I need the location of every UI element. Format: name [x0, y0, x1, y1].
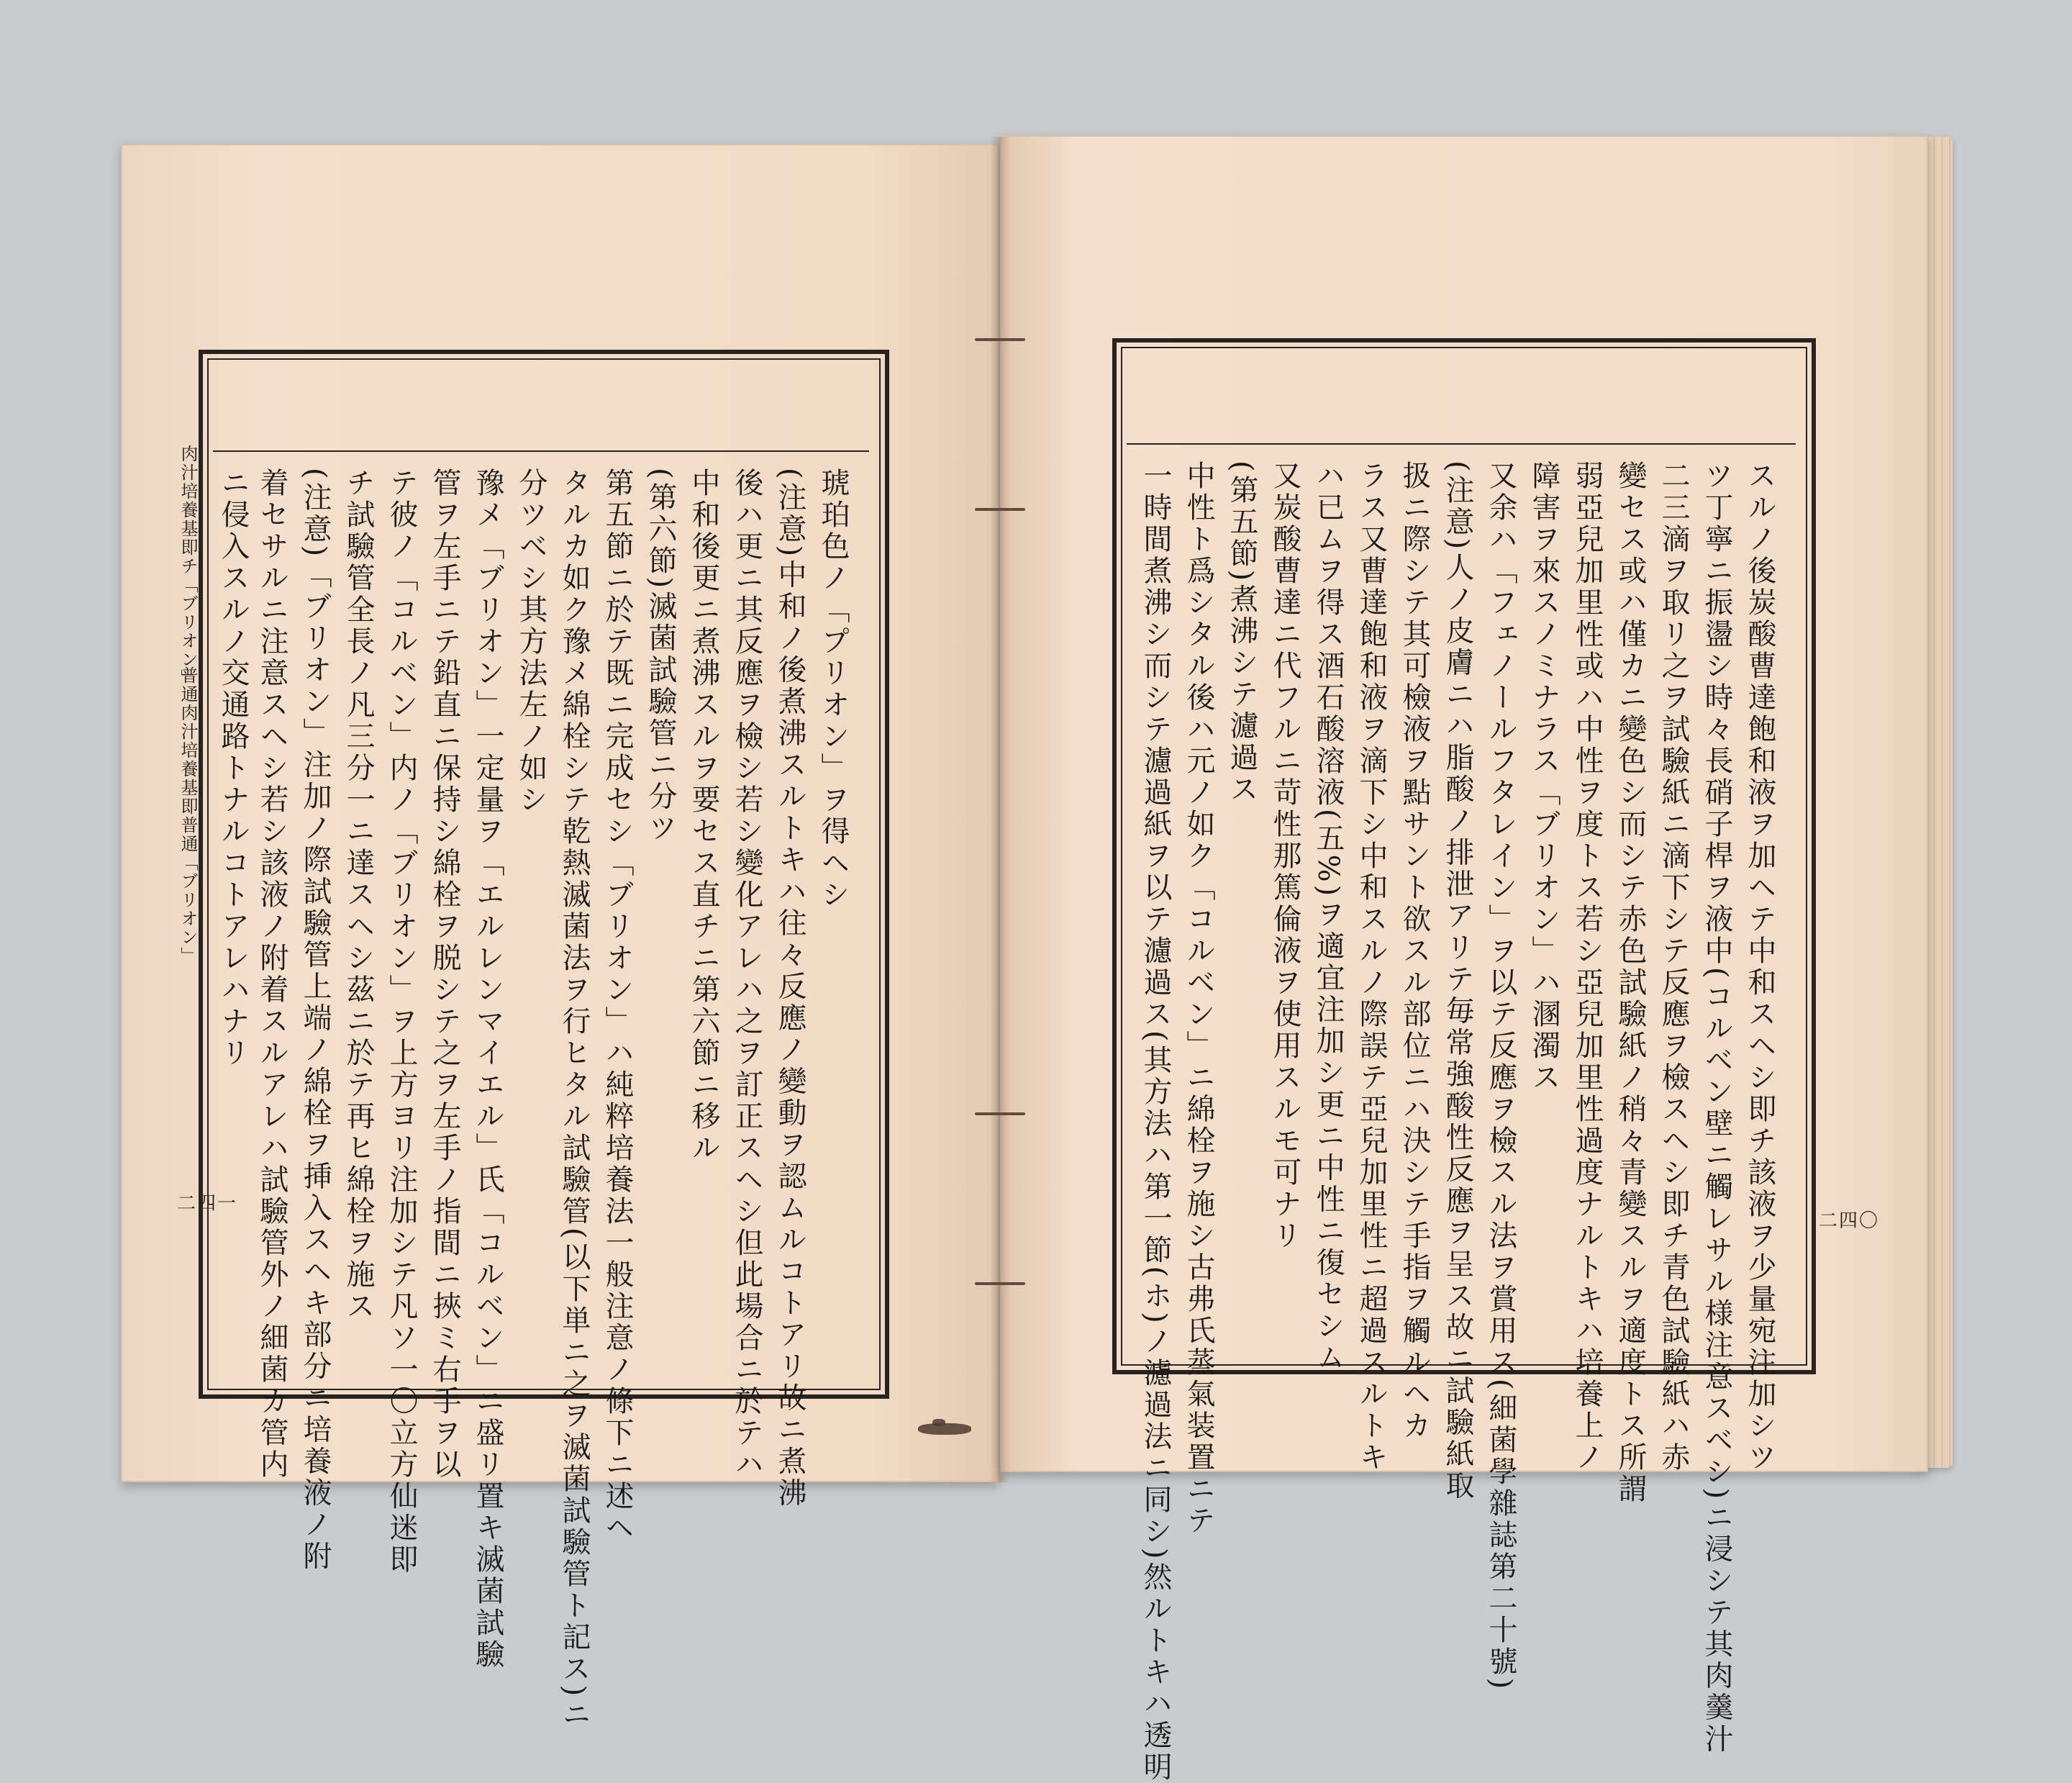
page-number: 二四〇 — [1819, 1210, 1880, 1232]
text-column: (注意)「ブリオン」注加ノ際試驗管上端ノ綿栓ヲ挿入スヘキ部分ニ培養液ノ附 — [299, 468, 332, 1573]
text-column: スルノ後炭酸曹達飽和液ヲ加ヘテ中和スヘシ即チ該液ヲ少量宛注加シツ — [1743, 461, 1776, 1474]
text-column: 二三滴ヲ取リ之ヲ試驗紙ニ滴下シテ反應ヲ檢スヘシ即チ青色試驗紙ハ赤 — [1657, 461, 1690, 1474]
header-rule — [213, 450, 869, 452]
ink-stain — [932, 1419, 945, 1426]
text-column: 中性ト爲シタル後ハ元ノ如ク「コルベン」ニ綿栓ヲ施シ古弗氏蒸氣装置ニテ — [1182, 461, 1215, 1537]
text-column: 扱ニ際シテ其可檢液ヲ點サント欲スル部位ニハ決シテ手指ヲ觸ルヘカ — [1398, 461, 1431, 1442]
text-column: 琥珀色ノ「プリオン」ヲ得ヘシ — [817, 468, 850, 911]
text-column: (注意)中和ノ後煮沸スルトキハ往々反應ノ變動ヲ認ムルコトアリ故ニ煮沸 — [773, 468, 806, 1510]
text-column: 又炭酸曹達ニ代フルニ苛性那篤倫液ヲ使用スルモ可ナリ — [1268, 461, 1301, 1252]
text-column: ツ丁寧ニ振盪シ時々長硝子桿ヲ液中(コルベン壁ニ觸レサル様注意スベシ)ニ浸シテ其肉羹汁 — [1700, 461, 1733, 1756]
text-column: (第六節)滅菌試驗管ニ分ツ — [644, 468, 677, 845]
binding-stitch — [975, 508, 1025, 511]
text-column: (第五節)煮沸シテ濾過ス — [1225, 461, 1258, 806]
text-column: テ彼ノ「コルベン」内ノ「ブリオン」ヲ上方ヨリ注加シテ凡ソ一〇立方仙迷即 — [385, 468, 418, 1576]
text-column: 第五節ニ於テ既ニ完成セシ「ブリオン」ハ純粹培養法一般注意ノ條下ニ述ヘ — [601, 468, 634, 1544]
page-number: 二四一 — [177, 1193, 238, 1215]
margin-title: 普通肉汁培養基即普通「ブリオン」 — [178, 666, 198, 966]
text-column: タルカ如ク豫メ綿栓シテ乾熱滅菌法ヲ行ヒタル試驗管(以下単ニ之ヲ滅菌試驗管ト記ス)ニ — [558, 468, 591, 1731]
binding-stitch — [975, 1282, 1025, 1285]
ink-stain — [918, 1423, 971, 1435]
text-column: 分ツベシ其方法左ノ如シ — [514, 468, 547, 816]
text-column: 豫メ「ブリオン」一定量ヲ「エルレンマイエル」氏「コルベン」ニ盛リ置キ滅菌試驗 — [471, 468, 504, 1671]
text-column: ニ侵入スルノ交通路トナルコトアレハナリ — [217, 468, 250, 1069]
text-column: ハ已ムヲ得ス酒石酸溶液(五%)ヲ適宜注加シ更ニ中性ニ復セシム — [1312, 461, 1345, 1374]
text-column: 着セサルニ注意スヘシ若シ該液ノ附着スルアレハ試驗管外ノ細菌カ管内 — [255, 468, 288, 1481]
margin-title: 肉汁培養基即チ「ブリオン」 — [178, 445, 198, 688]
text-column: 障害ヲ來スノミナラス「ブリオン」ハ溷濁ス — [1527, 461, 1560, 1094]
text-column: ラス又曹達飽和液ヲ滴下シ中和スルノ際誤テ亞兒加里性ニ超過スルトキ — [1355, 461, 1388, 1474]
text-column: 一時間煮沸シ而シテ濾過紙ヲ以テ濾過ス(其方法ハ第一節(ホ)ノ濾過法ニ同シ)然ルトキハ透明 — [1139, 461, 1172, 1783]
text-column: 又余ハ「フェノールフタレイン」ヲ以テ反應ヲ檢スル法ヲ賞用ス(細菌學雜誌第二十號) — [1484, 461, 1517, 1692]
header-rule — [1127, 443, 1796, 445]
text-column: 變セス或ハ僅カニ變色シ而シテ赤色試驗紙ノ稍々青變スルヲ適度トス所謂 — [1614, 461, 1647, 1505]
text-column: 管ヲ左手ニテ鉛直ニ保持シ綿栓ヲ脱シテ之ヲ左手ノ指間ニ挾ミ右手ヲ以 — [428, 468, 461, 1481]
binding-stitch — [975, 338, 1025, 341]
text-column: (注意)人ノ皮膚ニハ脂酸ノ排泄アリテ毎常強酸性反應ヲ呈ス故ニ試驗紙取 — [1441, 461, 1474, 1502]
text-column: 弱亞兒加里性或ハ中性ヲ度トス若シ亞兒加里性過度ナルトキハ培養上ノ — [1571, 461, 1604, 1474]
text-column: 中和後更ニ煮沸スルヲ要セス直チニ第六節ニ移ル — [687, 468, 720, 1164]
text-column: チ試驗管全長ノ凡三分一ニ達スヘシ茲ニ於テ再ヒ綿栓ヲ施ス — [342, 468, 375, 1322]
binding-stitch — [975, 1112, 1025, 1115]
text-column: 後ハ更ニ其反應ヲ檢シ若シ變化アレハ之ヲ訂正スヘシ但此場合ニ於テハ — [730, 468, 763, 1481]
